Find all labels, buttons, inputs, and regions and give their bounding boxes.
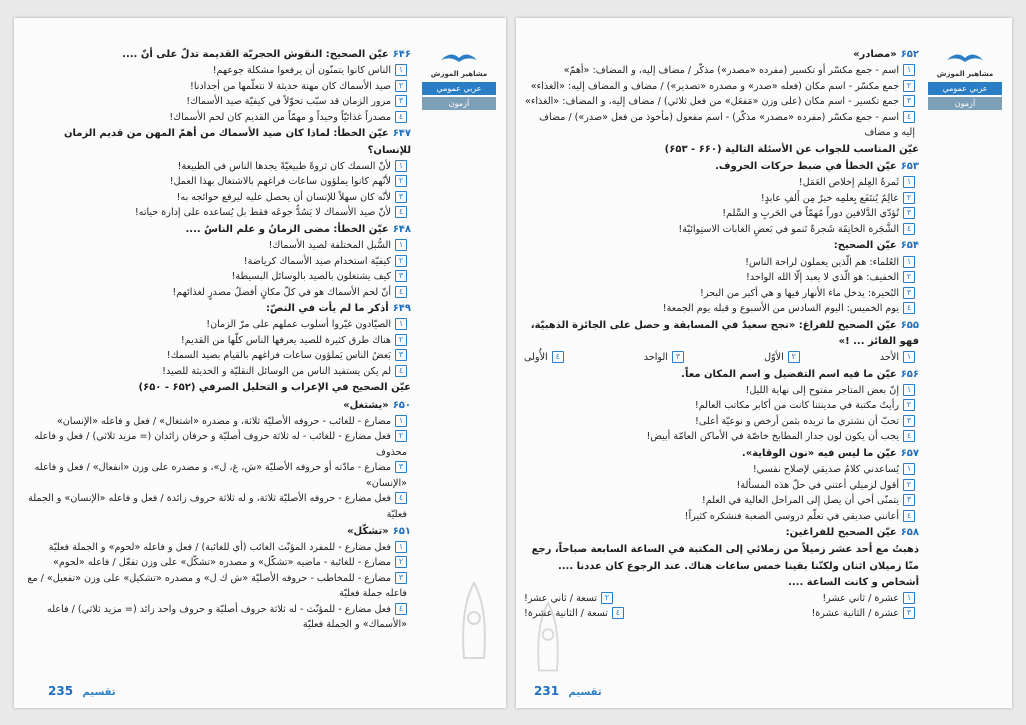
option: ٢لأنّهم كانوا يملؤون ساعات فراغهم بالاشتغال بهذا العمل! [24, 174, 407, 190]
option: ٢عالِمٌ يُنتَفَع بِعلمِه خيرٌ مِن أَلفِ عابدٍ! [524, 191, 915, 207]
left-content [24, 46, 411, 633]
page-footer: تقسيم 231 [534, 684, 602, 698]
option: ١العُلماء: هم الّذين يعملون لراحة الناس! [524, 255, 915, 271]
brand-block [422, 48, 496, 110]
bird-logo-icon [422, 48, 496, 70]
option-row: ٣عشرة / الثانية عشرة! ٤تسعة / الثانية عشرة! [524, 606, 915, 622]
question-653: ۶۵۳عيّن الخطأ في ضبط حركات الحروف. [715, 161, 919, 173]
option: ٤فعل مضارع - حروفه الأصليّة ثلاثة، و له ثلاثة حروف زائدة / فعل و فاعله «الإنسان» و الجملة فعليّة [28, 493, 407, 520]
left-page [14, 18, 506, 708]
rocket-icon [530, 598, 566, 698]
option: ٤الشَّجَرة الخانِقَة شَجرةٌ تَنمو في بَعضِ الغابات الاستِوائيّة! [524, 222, 915, 238]
option: ٤أعانني صديقي في تعلّم دروسي الصعبة فنشكره كثيراً! [524, 509, 915, 525]
question-658: ۶۵۸عيّن الصحيح للفراغين: [785, 527, 919, 539]
option: ٤لأنّ صيد الأسماك لا يَسُدُّ جوعَه فقط بل يُساعده على إدارة حياته! [24, 205, 407, 221]
option: ٣تحبّ أن نشتري ما تريده بثمن أرخص و نوعيّة أعلى! [524, 414, 915, 430]
option: ١مضارع - للغائب - حروفه الأصليّة ثلاثة، و مصدره «اشتغال» / فعل و فاعله «الإنسان» [24, 414, 407, 430]
logo-text: مشاهیر الموزش [936, 70, 994, 78]
option: ١الصيّادون غيّروا أسلوب عملهم على مرّ الزمان! [24, 317, 407, 333]
question-656: ۶۵۶عيّن ما فيه اسم التفضيل و اسم المكان معاً. [681, 368, 919, 380]
subject-tag: عربي عمومي [422, 82, 496, 95]
right-page [516, 18, 1012, 708]
option: ٤يوم الخميس: اليوم السادس من الأسبوع و قبله يوم الجمعة! [524, 301, 915, 317]
page-footer: تقسيم 235 [48, 684, 116, 698]
option: ٢رأيتُ مكتبة في مدينتنا كانت من أكابر مكاتب العالم! [524, 398, 915, 414]
option: ٣مرور الزمان قد سبّب تحوّلاً في كيفيّة صيد الأسماك! [24, 94, 407, 110]
option: ٣مضارع - مادّته أو حروفه الأصليّة «ش، غ، ل»، و مصدره على وزن «انفعال» / فعل و فاعله «الإنسان» [34, 462, 407, 489]
option: ٢كيفيّة استخدام صيد الأسماك كرياضة! [24, 254, 407, 270]
question-654: ۶۵۴عيّن الصحيح: [833, 240, 919, 252]
option: ٤اسم - جمع مكسّر (مفرده «مصدر» مذكّر) - اسم مفعول (مأخوذ من فعل «صدر») / مضاف إليه و مضاف [539, 111, 915, 139]
bird-logo-icon [928, 48, 1002, 70]
option: ٣كيف يشتغلون بالصيد بالوسائل البسيطة! [24, 269, 407, 285]
logo-text: مشاهیر الموزش [430, 70, 488, 78]
question-651: ۶۵۱«تشكّل» [347, 525, 411, 537]
option: ٤أنّ لحم الأسماك هو في كلّ مكانٍ أفضلُ مصدرٍ لغذائهم! [24, 285, 407, 301]
exam-tag: آزمون [422, 97, 496, 110]
question-650: ۶۵۰«يشتغل» [343, 399, 411, 411]
option: ١اسم - جمع مكسّر أو تكسير (مفرده «مصدر») مذكّر / مضاف إليه، و المضاف: «أهمّ» [524, 63, 915, 79]
option: ٣مضارع - للمخاطب - حروفه الأصليّة «ش ك ل» و مصدره «تشكيل» على وزن «تفعيل» / مع فاعله جملة فعليّة [27, 572, 407, 600]
option: ١ثَمرةُ العِلم إخلاص العَمَل! [524, 175, 915, 191]
option: ١إنّ بعض المتاجر مفتوح إلى نهاية الليل! [524, 383, 915, 399]
option: ٤فعل مضارع - للمؤنّث - له ثلاثة حروف أصليّة و حروف واحد زائد (= مزيد ثلاثي) / فاعله «الأسماك» و الجملة فعليّة [47, 603, 407, 631]
section-heading: عيّن الصحيح في الإعراب و التحليل الصرفي (۶۵۲ - ۶۵۰) [138, 382, 411, 394]
question-649: ۶۴۹أذكر ما لم يأت في النصّ: [266, 303, 411, 315]
passage: ذهبتُ مع أحد عشر زميلاً من زملائي إلى المكتبة في الساعة السابعة صباحاً، رجع منّا زميلان اثنان ولكنّنا بقينا خمس ساعات هناك. عند الرجوع كان عددنا .... أشخاص و كانت الساعة .... [531, 544, 919, 588]
subject-tag: عربي عمومي [928, 82, 1002, 95]
option: ١السُّبل المختلفة لصيد الأسماك! [24, 238, 407, 254]
option: ١فعل مضارع - للمفرد المؤنّث الغائب (أي للغائبة) / فعل و فاعله «لحوم» و الجملة فعليّة [24, 540, 407, 556]
question-657: ۶۵۷عيّن ما ليس فيه «نون الوقاية». [741, 447, 919, 459]
right-content [524, 46, 919, 622]
option: ٤لم يكن يستفيد الناس من الوسائل النقليّة و الحديثة للصيد! [24, 364, 407, 380]
question-646: ۶۴۶عيّن الصحيح: النقوش الحجريّة القديمة تدلّ على أنّ .... [122, 49, 411, 60]
option: ٣البُحيرة: يدخل ماء الأنهار فيها و هي أكبر من البحر! [524, 286, 915, 302]
option: ٤يجب أن يكون لون جدار المطابخ خاصّة في الأماكن العامّة أبيض! [524, 429, 915, 445]
option: ٢جمع مكسّر - اسم مكان (فعله «صدر» و مصدره «تصدير») / مضاف و المضاف إليه: «الغذاء» [524, 79, 915, 95]
option: ٢الخفيف: هو الّذي لا يعبد إلّا الله الواحد! [524, 270, 915, 286]
option: ٢هناك طرق كثيرة للصيد يعرفها الناس كلّها من القديم! [24, 333, 407, 349]
option: ٣جمع تكسير - اسم مكان (على وزن «مَفعَل» من فعل ثلاثي) / مضاف إليه، و المضاف: «الغذاء» [524, 94, 915, 110]
section-heading: عيّن المناسب للجواب عن الأسئلة التالية (۶۶۰ - ۶۵۳) [664, 143, 919, 155]
option: ١يُساعدني كلامُ صديقي لإصلاح نفسي! [524, 462, 915, 478]
option: ٢فعل مضارع - للغائب - له ثلاثة حروف أصليّة و حرفان زائدان (= مزيد ثلاثي) / فعل و فاعله محذوف [34, 431, 407, 458]
option: ٣يتمنّى أخي أن يصل إلى المراحل العالية في العلم! [524, 493, 915, 509]
option: ٢أقول لزميلي أعتني في حلّ هذه المسألة! [524, 478, 915, 494]
brand-block [928, 48, 1002, 110]
option: ٢صيد الأسماك كان مهنة حديثة لا نتعلّمها من أجدادنا! [24, 79, 407, 95]
option: ٣تُؤدّي الدَّلافين دوراً مُهمّاً في الحَربِ و السِّلم! [524, 206, 915, 222]
page-number: 235 [48, 684, 74, 698]
question-648: ۶۴۸عيّن الخطأ: مضى الزمانُ و علم الناسُ .... [185, 223, 411, 235]
question-647: ۶۴۷عيّن الخطأ: لماذا كان صيد الأسماك من أهمّ المهن من قديم الزمان للإنسان؟ [63, 128, 411, 156]
option: ١الناس كانوا يتمنّون أن يرفعوا مشكلة جوعهم! [24, 63, 407, 79]
option-row: ١الأحد ٢الأوّل ٣الواحد ٤الأُولى [524, 350, 915, 366]
page-number: 231 [534, 684, 560, 698]
question-655: ۶۵۵عيّن الصحيح للفراغ: «نجح سعيدٌ في المسابقة و حصل على الجائزة الذهبيّة، فهو الفائز ... !» [530, 319, 919, 347]
option: ١لأنّ السمك كان ثروةً طبيعيّةً يجدها الناس في الطبيعة! [24, 159, 407, 175]
option: ٣لأنّه كان سهلاً للإنسان أن يحصل عليه ليرفع حوائجه به! [24, 190, 407, 206]
option: ٢مضارع - للغائبة - ماضيه «تشكّل» و مصدره «تشكّل» على وزن تفعّل / فاعله «لحوم» [24, 555, 407, 571]
option: ٤مصدراً غذائيّاً وحيداً و مهمّاً من القديم كان لحم الأسماك! [24, 110, 407, 126]
rocket-icon [454, 578, 494, 688]
question-652: ۶۵۲«مصادر» [853, 49, 919, 60]
option: ٣بَعضُ الناس يَملؤون ساعات فراغهم بالقيام بصيد السمك! [24, 348, 407, 364]
option-row: ١عشرة / ثاني عشر! ٢تسعة / ثاني عشر! [524, 591, 915, 607]
exam-tag: آزمون [928, 97, 1002, 110]
